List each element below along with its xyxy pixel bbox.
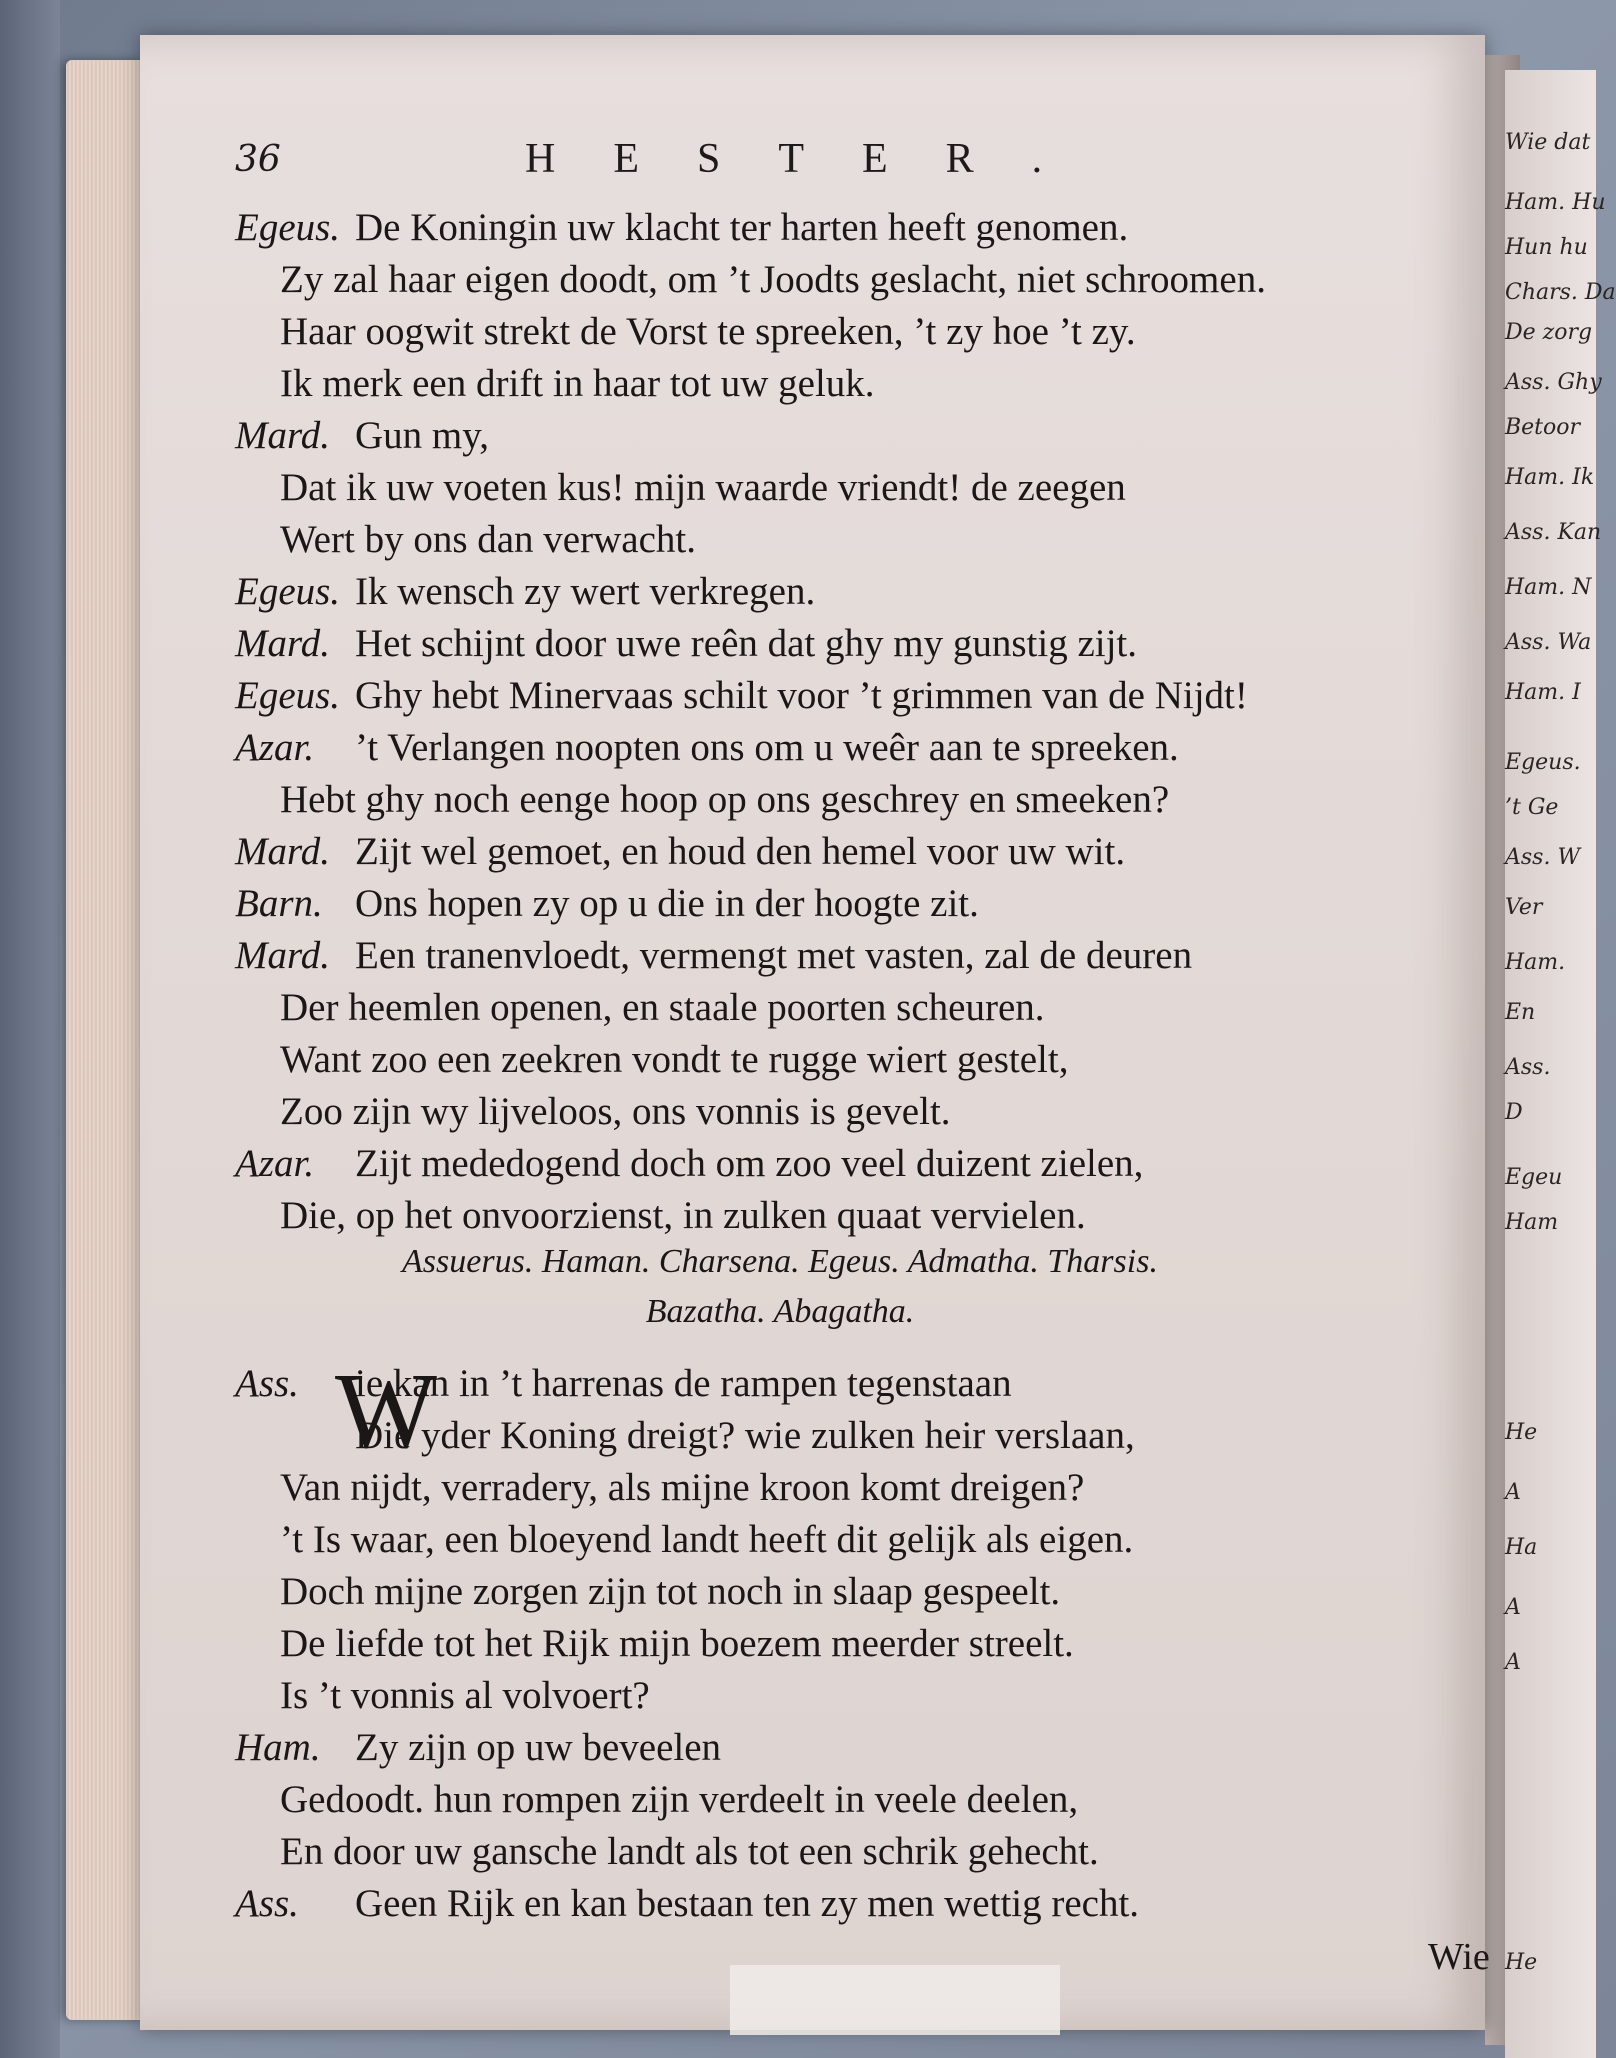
facing-line: ’t Ge: [1505, 795, 1559, 820]
drop-cap: W: [335, 1352, 437, 1471]
facing-line: Wie dat: [1505, 130, 1591, 155]
speaker-label: Egeus.: [235, 570, 341, 613]
dialogue-line: [235, 1190, 1425, 1242]
line-text: Zy zal haar eigen doodt, om ’t Joodts geslacht, niet schroomen.: [280, 258, 1266, 301]
speaker-label: Ass.: [235, 1362, 299, 1405]
line-text: Die yder Koning dreigt? wie zulken heir verslaan,: [355, 1414, 1135, 1457]
facing-line: Ass. Ghy: [1505, 370, 1602, 395]
speaker-label: Mard.: [235, 934, 330, 977]
line-text: Ons hopen zy op u die in der hoogte zit.: [355, 882, 979, 925]
facing-line: He: [1505, 1950, 1538, 1975]
dialogue-line: [235, 1138, 1425, 1190]
speaker-label: Ham.: [235, 1726, 321, 1769]
facing-line: Ass. Wa: [1505, 630, 1592, 655]
dialogue-line: [235, 618, 1425, 670]
scene-line: [235, 1410, 1425, 1462]
line-text: Zoo zijn wy lijveloos, ons vonnis is gevelt.: [280, 1090, 951, 1133]
tape-strip: [730, 1965, 1060, 2035]
stage-direction-line: Assuerus. Haman. Charsena. Egeus. Admatha. Tharsis.: [402, 1243, 1158, 1280]
line-text: ie kan in ’t harrenas de rampen tegenstaan: [355, 1362, 1012, 1405]
line-text: Wert by ons dan verwacht.: [280, 518, 696, 561]
facing-line: Ham. I: [1505, 680, 1581, 705]
facing-line: He: [1505, 1420, 1538, 1445]
line-text: Ik merk een drift in haar tot uw geluk.: [280, 362, 875, 405]
line-text: Want zoo een zeekren vondt te rugge wiert gestelt,: [280, 1038, 1069, 1081]
line-text: Zijt mededogend doch om zoo veel duizent zielen,: [355, 1142, 1144, 1185]
dialogue-line: [235, 202, 1425, 254]
facing-line: Ver: [1505, 895, 1543, 920]
line-text: Der heemlen openen, en staale poorten scheuren.: [280, 986, 1045, 1029]
facing-line: Ass. W: [1505, 845, 1581, 870]
dialogue-line: [235, 358, 1425, 410]
line-text: En door uw gansche landt als tot een schrik gehecht.: [280, 1830, 1099, 1873]
dialogue-line: [235, 930, 1425, 982]
dialogue-line: [235, 826, 1425, 878]
facing-line: D: [1505, 1100, 1523, 1125]
facing-line: A: [1505, 1480, 1521, 1505]
dialogue-line: [235, 1034, 1425, 1086]
page-header: [235, 135, 1275, 191]
facing-line: Egeus.: [1505, 750, 1581, 775]
scene-line: [235, 1618, 1425, 1670]
dialogue-line: [235, 774, 1425, 826]
speaker-label: Ass.: [235, 1882, 299, 1925]
dialogue-line: [235, 462, 1425, 514]
dialogue-line: [235, 1086, 1425, 1138]
backdrop: [0, 0, 60, 2058]
line-text: Hebt ghy noch eenge hoop op ons geschrey en smeeken?: [280, 778, 1170, 821]
speaker-label: Mard.: [235, 830, 330, 873]
line-text: Dat ik uw voeten kus! mijn waarde vriendt! de zeegen: [280, 466, 1126, 509]
facing-line: En: [1505, 1000, 1536, 1025]
scene-line: [235, 1670, 1425, 1722]
facing-line: Ham. Ik: [1505, 465, 1595, 490]
line-text: Die, op het onvoorzienst, in zulken quaat vervielen.: [280, 1194, 1086, 1237]
line-text: Van nijdt, verradery, als mijne kroon komt dreigen?: [280, 1466, 1085, 1509]
dialogue-line: [235, 982, 1425, 1034]
speaker-label: Mard.: [235, 622, 330, 665]
speaker-label: Mard.: [235, 414, 330, 457]
facing-page: [1505, 70, 1616, 2058]
dialogue-line: [235, 514, 1425, 566]
line-text: Doch mijne zorgen zijn tot noch in slaap gespeelt.: [280, 1570, 1061, 1613]
scene-line: [235, 1826, 1425, 1878]
line-text: Ik wensch zy wert verkregen.: [355, 570, 816, 613]
dialogue-line: [235, 566, 1425, 618]
speaker-label: Barn.: [235, 882, 323, 925]
facing-line: Ham.: [1505, 950, 1566, 975]
facing-line: Hun hu: [1505, 235, 1588, 260]
line-text: ’t Verlangen noopten ons om u weêr aan te spreeken.: [355, 726, 1179, 769]
line-text: ’t Is waar, een bloeyend landt heeft dit gelijk als eigen.: [280, 1518, 1134, 1561]
line-text: Geen Rijk en kan bestaan ten zy men wettig recht.: [355, 1882, 1140, 1925]
page-edges: [66, 60, 146, 2020]
dialogue-line: [235, 410, 1425, 462]
dialogue-line: [235, 878, 1425, 930]
facing-line: A: [1505, 1650, 1521, 1675]
dialogue-block: [235, 202, 1425, 1242]
scene-line: [235, 1514, 1425, 1566]
line-text: Het schijnt door uwe reên dat ghy my gunstig zijt.: [355, 622, 1138, 665]
line-text: De liefde tot het Rijk mijn boezem meerder streelt.: [280, 1622, 1074, 1665]
speaker-label: Azar.: [235, 1142, 315, 1185]
line-text: Gun my,: [355, 414, 489, 457]
line-text: Ghy hebt Minervaas schilt voor ’t grimmen van de Nijdt!: [355, 674, 1248, 717]
line-text: Is ’t vonnis al volvoert?: [280, 1674, 650, 1717]
speaker-label: Azar.: [235, 726, 315, 769]
scene-line: [235, 1722, 1425, 1774]
dialogue-line: [235, 254, 1425, 306]
catchword: Wie: [1428, 1936, 1490, 1978]
facing-line: Ha: [1505, 1535, 1538, 1560]
facing-line: Ham: [1505, 1210, 1559, 1235]
facing-line: Egeu: [1505, 1165, 1563, 1190]
line-text: Gedoodt. hun rompen zijn verdeelt in veele deelen,: [280, 1778, 1079, 1821]
dialogue-line: [235, 722, 1425, 774]
stage-direction: [235, 1237, 1325, 1337]
page-number: 36: [235, 139, 281, 180]
line-text: Haar oogwit strekt de Vorst te spreeken, ’t zy hoe ’t zy.: [280, 310, 1136, 353]
scene-line: [235, 1358, 1425, 1410]
line-text: Een tranenvloedt, vermengt met vasten, zal de deuren: [355, 934, 1193, 977]
line-text: Zijt wel gemoet, en houd den hemel voor uw wit.: [355, 830, 1126, 873]
facing-line: Ham. N: [1505, 575, 1592, 600]
dialogue-line: [235, 306, 1425, 358]
facing-line: Ass. Kan: [1505, 520, 1602, 545]
running-title: HESTER.: [525, 136, 1101, 182]
scene-block: [235, 1352, 1425, 1930]
scene-line: [235, 1774, 1425, 1826]
facing-line: Chars. Da: [1505, 280, 1616, 305]
scene-line: [235, 1462, 1425, 1514]
facing-line: Betoor: [1505, 415, 1581, 440]
line-text: Zy zijn op uw beveelen: [355, 1726, 722, 1769]
scene-line: [235, 1878, 1425, 1930]
line-text: De Koningin uw klacht ter harten heeft genomen.: [355, 206, 1129, 249]
facing-line: Ham. Hu: [1505, 190, 1606, 215]
speaker-label: Egeus.: [235, 206, 341, 249]
facing-line: Ass.: [1505, 1055, 1551, 1080]
speaker-label: Egeus.: [235, 674, 341, 717]
scene-line: [235, 1566, 1425, 1618]
stage-direction-line: Bazatha. Abagatha.: [645, 1293, 915, 1330]
facing-line: De zorg: [1505, 320, 1593, 345]
dialogue-line: [235, 670, 1425, 722]
facing-line: A: [1505, 1595, 1521, 1620]
